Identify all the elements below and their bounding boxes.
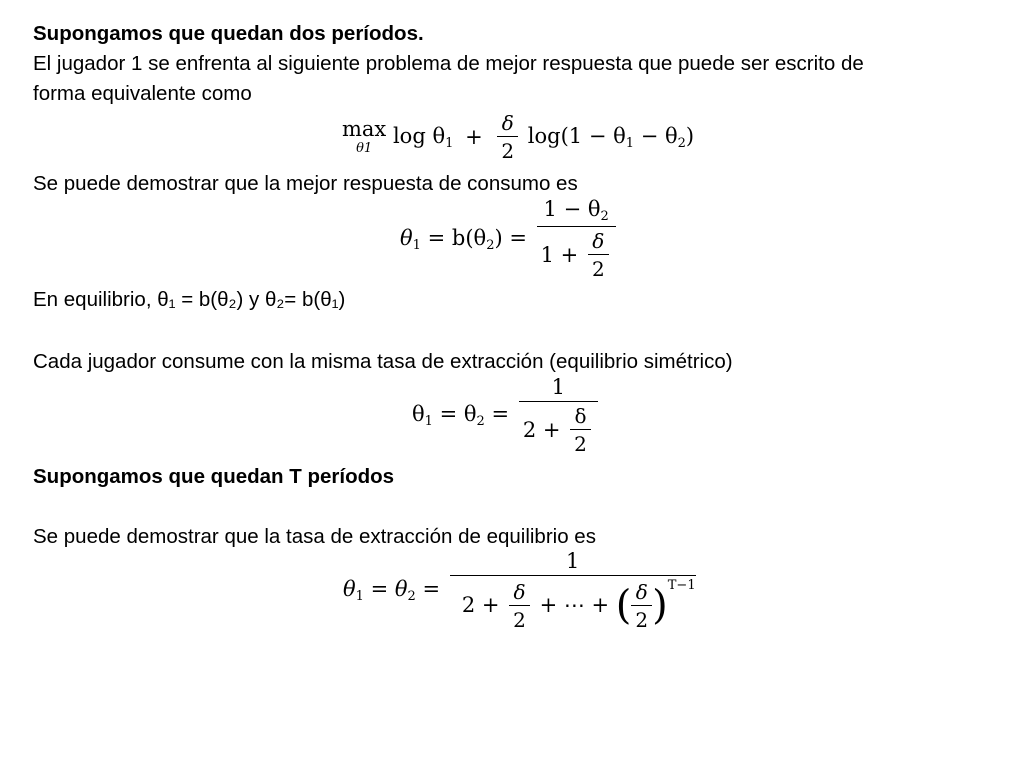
equation-max-problem: max θ1 $\log \theta_1$ + $\frac{\delta}{2}$ $\log(1 - \theta_1 - \theta_2)$ bbox=[342, 111, 695, 163]
fraction-delta-over-two: $\frac{\delta}{2}$ bbox=[497, 112, 518, 162]
heading-two-periods: Supongamos que quedan dos períodos. bbox=[33, 22, 424, 45]
exponent-t-minus-one: T−1 bbox=[667, 578, 696, 594]
text-line-problem: El jugador 1 se enfrenta al siguiente problema de mejor respuesta que puede ser escrito de bbox=[33, 52, 864, 75]
fraction-symmetric: 1 2 + $\frac{\delta}{2}$ bbox=[519, 376, 598, 455]
text-line-equivalent: forma equivalente como bbox=[33, 82, 252, 105]
fraction-delta-over-two: $\frac{\delta}{2}$ bbox=[509, 581, 530, 631]
equation-best-response: $\theta_1 = b(\theta_2)$ = $1 - \theta_2$ 1 + $\frac{\delta}{2}$ bbox=[400, 198, 619, 280]
fraction-t-periods: 1 2 + $\frac{\delta}{2}$ + ⋯ + ( $\frac{\delta}{2}$ )$^{T-1}$ bbox=[450, 550, 696, 631]
fraction-delta-over-two: $\frac{\delta}{2}$ bbox=[570, 405, 591, 455]
equation-t-periods: $\theta_1 = \theta_2$ = 1 2 + $\frac{\delta}{2}$ + ⋯ + ( $\frac{\delta}{2}$ )$^{T-1}$ bbox=[343, 549, 696, 632]
text-line-extraction-rate: Se puede demostrar que la tasa de extracción de equilibrio es bbox=[33, 525, 596, 548]
text-line-equilibrium: En equilibrio, θ₁ = b(θ₂) y θ₂= b(θ₁) bbox=[33, 288, 346, 311]
heading-t-periods: Supongamos que quedan T períodos bbox=[33, 465, 395, 488]
max-operator: max θ1 bbox=[342, 117, 387, 156]
text-line-symmetric: Cada jugador consume con la misma tasa de extracción (equilibrio simétrico) bbox=[33, 350, 733, 373]
equation-symmetric: $\theta_1 = \theta_2$ = 1 2 + $\frac{\delta}{2}$ bbox=[412, 376, 601, 455]
fraction-best-response: $1 - \theta_2$ 1 + $\frac{\delta}{2}$ bbox=[537, 198, 616, 280]
fraction-delta-over-two: $\frac{\delta}{2}$ bbox=[588, 230, 609, 280]
fraction-delta-over-two-power: $\frac{\delta}{2}$ bbox=[631, 581, 652, 631]
text-line-best-response: Se puede demostrar que la mejor respuesta de consumo es bbox=[33, 172, 578, 195]
